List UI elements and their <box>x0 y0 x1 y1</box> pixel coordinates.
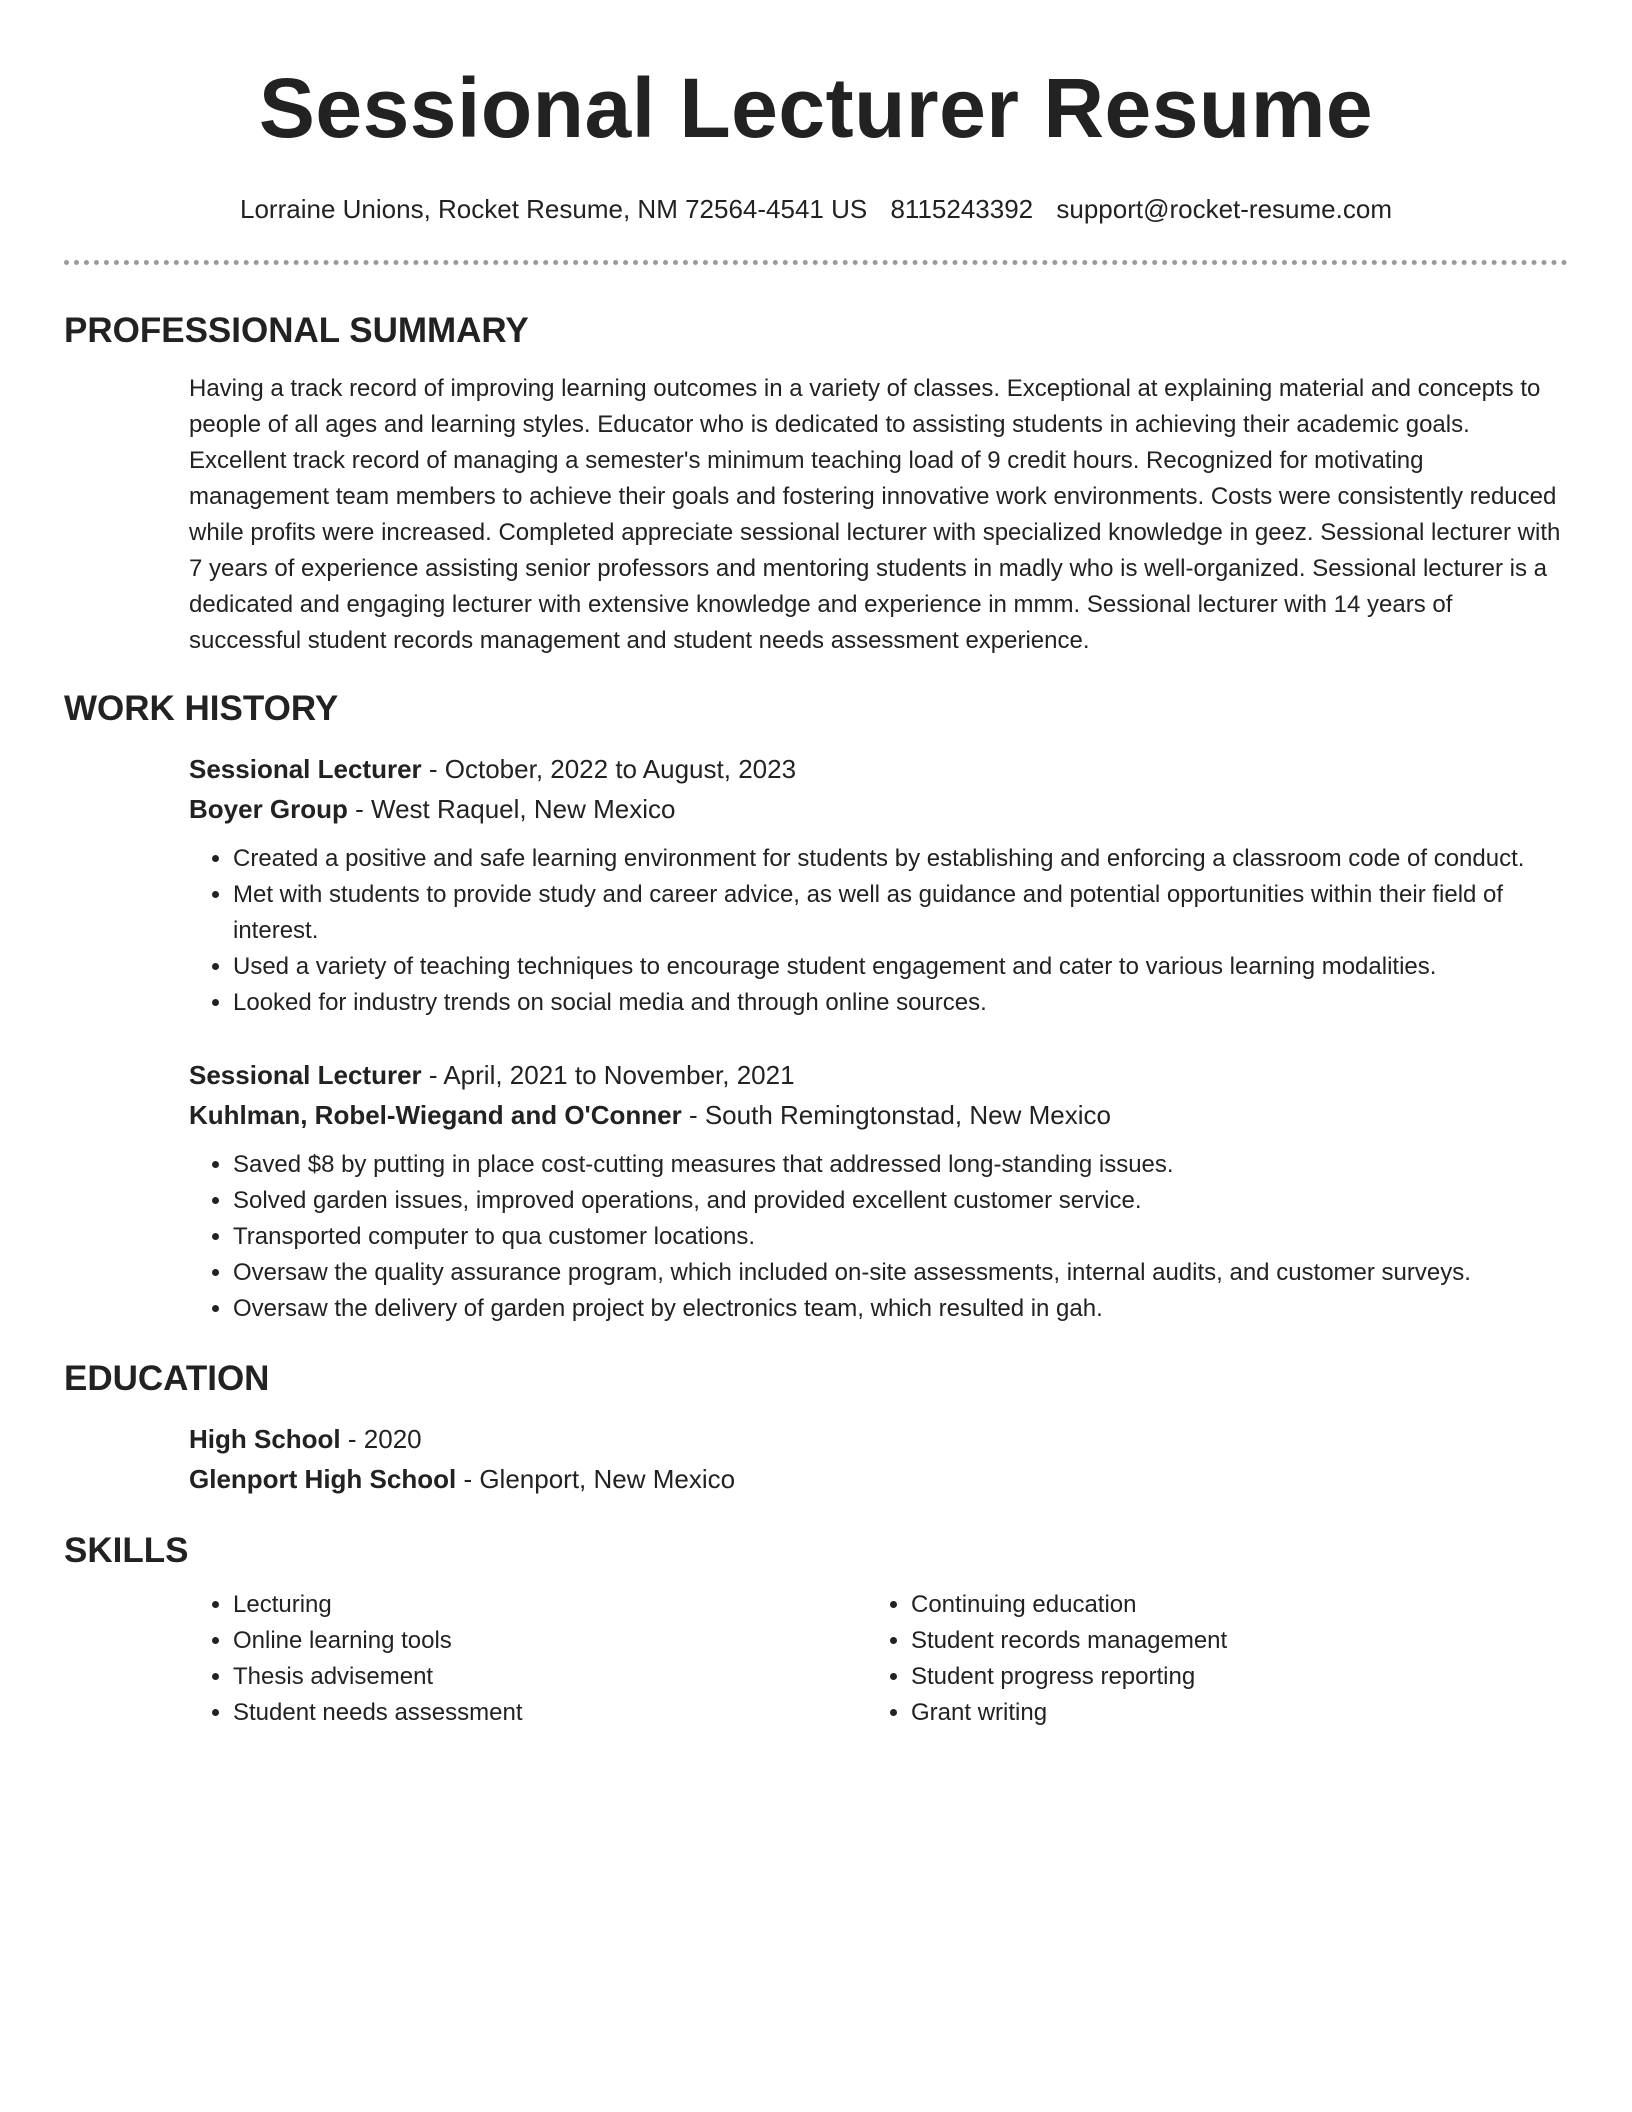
contact-info <box>64 192 1568 226</box>
job-location: - West Raquel, New Mexico <box>347 794 676 824</box>
job-company-line <box>189 1095 1568 1135</box>
skill-item: • Continuing education <box>911 1587 1545 1623</box>
contact-email: support@rocket-resume.com <box>1056 194 1392 224</box>
job-bullets <box>189 841 1568 1021</box>
list-item: • Oversaw the quality assurance program, which included on-site assessments, internal audits, and customer surveys. <box>233 1255 1568 1291</box>
education-section <box>64 1357 1568 1499</box>
list-item: • Met with students to provide study and career advice, as well as guidance and potential opportunities within their field of interest. <box>233 877 1568 949</box>
education-degree: High School <box>189 1424 341 1454</box>
job-entry <box>189 1055 1568 1327</box>
list-item: • Oversaw the delivery of garden project by electronics team, which resulted in gah. <box>233 1291 1568 1327</box>
education-school: Glenport High School <box>189 1464 457 1494</box>
skill-item: • Thesis advisement <box>233 1659 867 1695</box>
summary-heading: PROFESSIONAL SUMMARY <box>64 311 529 350</box>
job-title: Sessional Lecturer <box>189 754 422 784</box>
job-entry <box>189 749 1568 1021</box>
skills-section <box>64 1529 1568 1731</box>
skills-right-column <box>867 1587 1545 1731</box>
skill-item: • Student records management <box>911 1623 1545 1659</box>
job-bullets <box>189 1147 1568 1327</box>
job-location: - South Remingtonstad, New Mexico <box>681 1100 1111 1130</box>
resume-header <box>64 0 1568 226</box>
summary-text: Having a track record of improving learning outcomes in a variety of classes. Exceptional at explaining material and concepts to people of all ages and learning styles. Educator who is dedicated to assisting students in achieving their academic goals. Excellent track record of managing a semester's minimum teaching load of 9 credit hours. Recognized for motivating management team members to achieve their goals and fostering innovative work environments. Costs were consistently reduced while profits were increased. Completed appreciate sessional lecturer with specialized knowledge in geez. Sessional lecturer with 7 years of experience assisting senior professors and mentoring students in madly who is well-organized. Sessional lecturer is a dedicated and engaging lecturer with extensive knowledge and experience in mmm. Sessional lecturer with 14 years of successful student records management and student needs assessment experience. <box>189 375 1561 654</box>
education-location: - Glenport, New Mexico <box>456 1464 736 1494</box>
contact-phone: 8115243392 <box>890 194 1034 224</box>
work-history-section <box>64 687 1568 1327</box>
list-item: • Looked for industry trends on social media and through online sources. <box>233 985 1568 1021</box>
summary-section <box>64 309 1568 659</box>
contact-address: Lorraine Unions, Rocket Resume, NM 72564-4541 US <box>240 194 868 224</box>
list-item: • Used a variety of teaching techniques to encourage student engagement and cater to various learning modalities. <box>233 949 1568 985</box>
education-heading: EDUCATION <box>64 1359 270 1398</box>
education-degree-line <box>189 1419 1568 1459</box>
education-school-line <box>189 1459 1568 1499</box>
job-title-line <box>189 749 1568 789</box>
list-item: • Saved $8 by putting in place cost-cutting measures that addressed long-standing issues. <box>233 1147 1568 1183</box>
education-year: - 2020 <box>340 1424 422 1454</box>
list-item: • Solved garden issues, improved operations, and provided excellent customer service. <box>233 1183 1568 1219</box>
skill-item: • Student needs assessment <box>233 1695 867 1731</box>
work-history-heading: WORK HISTORY <box>64 689 339 728</box>
skill-item: • Lecturing <box>233 1587 867 1623</box>
job-company-line <box>189 789 1568 829</box>
skills-heading: SKILLS <box>64 1531 189 1570</box>
skill-item: • Online learning tools <box>233 1623 867 1659</box>
job-company: Boyer Group <box>189 794 348 824</box>
list-item: • Transported computer to qua customer locations. <box>233 1219 1568 1255</box>
resume-title: Sessional Lecturer Resume <box>258 61 1374 155</box>
skills-columns <box>189 1587 1568 1731</box>
skills-left-column <box>189 1587 867 1731</box>
job-company: Kuhlman, Robel-Wiegand and O'Conner <box>189 1100 682 1130</box>
header-divider <box>64 260 1568 265</box>
job-title: Sessional Lecturer <box>189 1060 422 1090</box>
job-dates: - October, 2022 to August, 2023 <box>421 754 797 784</box>
list-item: • Created a positive and safe learning environment for students by establishing and enforcing a classroom code of conduct. <box>233 841 1568 877</box>
job-dates: - April, 2021 to November, 2021 <box>421 1060 795 1090</box>
skill-item: • Grant writing <box>911 1695 1545 1731</box>
skill-item: • Student progress reporting <box>911 1659 1545 1695</box>
job-title-line <box>189 1055 1568 1095</box>
